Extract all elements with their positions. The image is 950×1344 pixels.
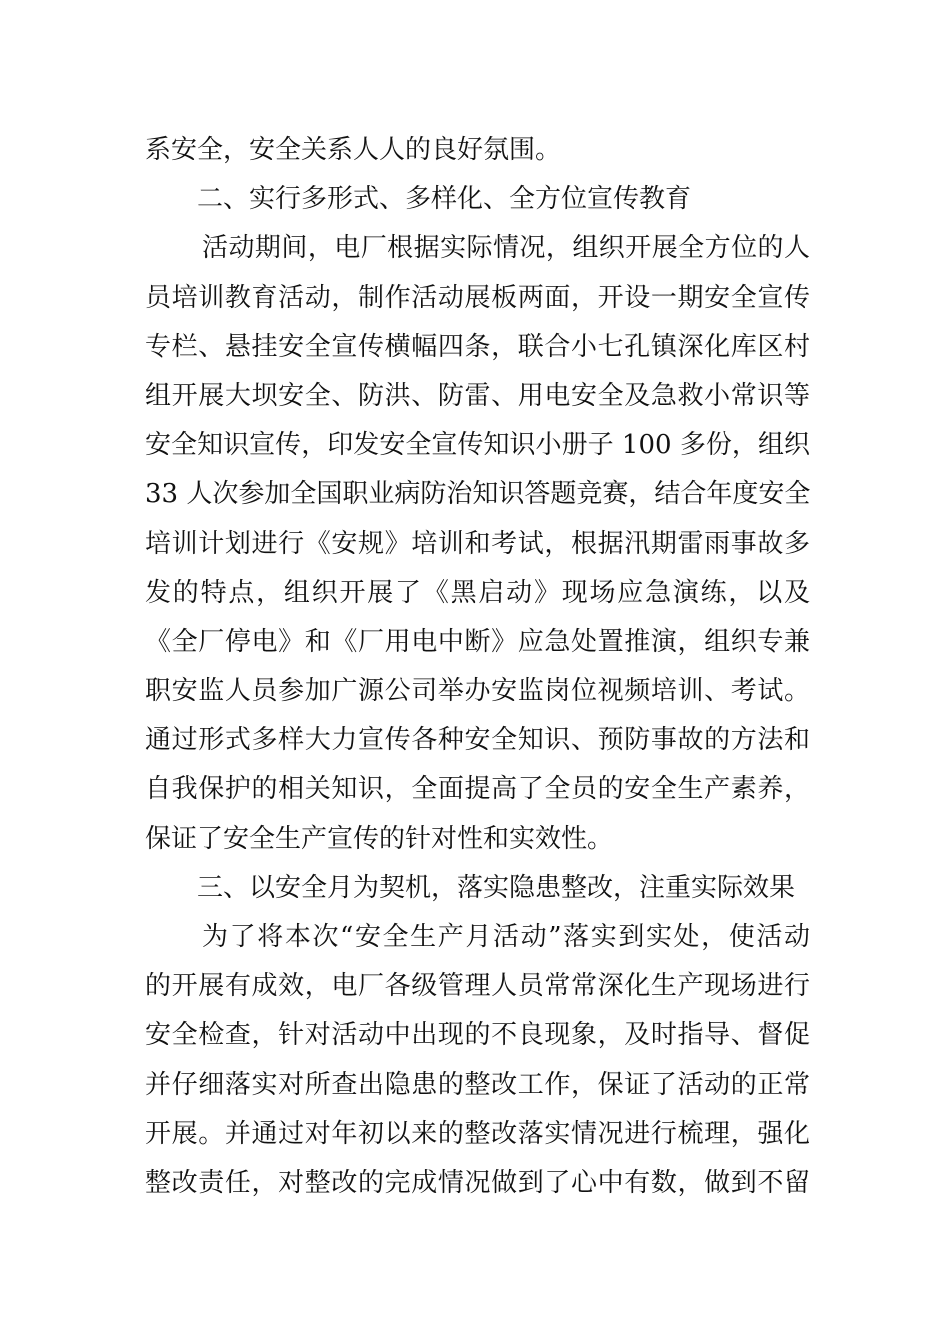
paragraph-line-end: 保证了安全生产宣传的针对性和实效性。 <box>145 823 614 854</box>
section-heading-2: 二、实行多形式、多样化、全方位宣传教育 <box>197 184 692 215</box>
paragraph-line: 整改责任，对整改的完成情况做到了心中有数，做到不留 <box>145 1167 810 1198</box>
paragraph-line: 培训计划进行《安规》培训和考试，根据汛期雷雨事故多 <box>145 528 810 559</box>
paragraph-line: 发的特点，组织开展了《黑启动》现场应急演练，以及 <box>145 577 810 608</box>
paragraph-line-start: 活动期间，电厂根据实际情况，组织开展全方位的人 <box>202 233 810 264</box>
paragraph-line: 自我保护的相关知识，全面提高了全员的安全生产素养， <box>145 774 810 805</box>
paragraph-line: 职安监人员参加广源公司举办安监岗位视频培训、考试。 <box>145 676 810 707</box>
paragraph-line: 《全厂停电》和《厂用电中断》应急处置推演，组织专兼 <box>145 626 810 657</box>
paragraph-line: 33 人次参加全国职业病防治知识答题竞赛，结合年度安全 <box>145 479 811 510</box>
section-heading-3: 三、以安全月为契机，落实隐患整改，注重实际效果 <box>197 872 796 903</box>
paragraph-line: 安全知识宣传，印发安全宣传知识小册子 100 多份，组织 <box>145 430 810 461</box>
paragraph-line: 开展。并通过对年初以来的整改落实情况进行梳理，强化 <box>145 1118 810 1149</box>
paragraph-line: 组开展大坝安全、防洪、防雷、用电安全及急救小常识等 <box>145 380 810 411</box>
document-body <box>145 126 810 1208</box>
paragraph-line-start: 为了将本次“安全生产月活动”落实到实处，使活动 <box>202 922 810 952</box>
paragraph-line: 的开展有成效，电厂各级管理人员常常深化生产现场进行 <box>145 971 810 1002</box>
paragraph-line: 员培训教育活动，制作活动展板两面，开设一期安全宣传 <box>145 282 810 313</box>
paragraph-line: 并仔细落实对所查出隐患的整改工作，保证了活动的正常 <box>145 1069 810 1100</box>
paragraph-line: 安全检查，针对活动中出现的不良现象，及时指导、督促 <box>145 1020 810 1051</box>
paragraph-line: 通过形式多样大力宣传各种安全知识、预防事故的方法和 <box>145 725 810 756</box>
paragraph-line-end: 系安全，安全关系人人的良好氛围。 <box>145 135 562 165</box>
paragraph-line: 专栏、悬挂安全宣传横幅四条，联合小七孔镇深化库区村 <box>145 331 810 362</box>
